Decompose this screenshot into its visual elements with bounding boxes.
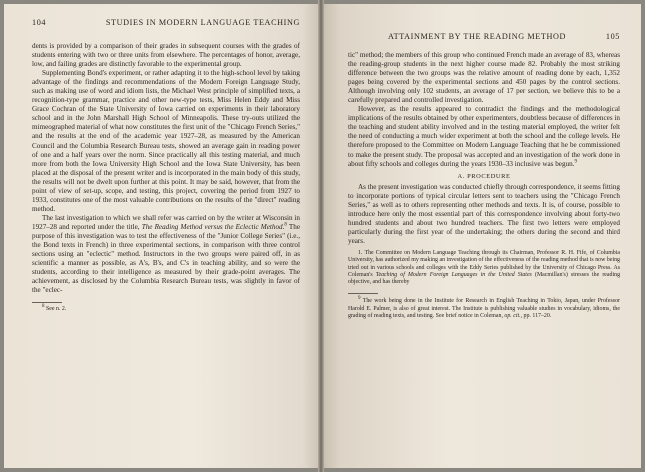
page-number: 104: [32, 18, 47, 27]
right-page: [324, 4, 641, 468]
footnote-text: The Committee on Modern Language Teaching through its Chairman, Professor R. H. Fife, of Columbia University, has authorized my making an investigation of the effectiveness of the reading method that is now being tried out in various schools and colleges with the Eddy Series published by the University of Chicago Press. As Coleman's: [348, 249, 621, 278]
page-number: 105: [605, 32, 620, 41]
footnote-text: See n. 2.: [45, 306, 67, 313]
running-head: ATTAINMENT BY THE READING METHOD: [388, 32, 567, 41]
left-page-header: [32, 18, 300, 27]
italic-title: Teaching of Modern Foreign Languages in the United States: [375, 271, 532, 278]
paragraph-text: The purpose of this investigation was to test the effectiveness of the "Junior College Series" (i.e., the Bond texts in French) in three experimental sections, in comparison with three control sections using an "eclectic" method. Instructors in the two groups were paired off, in as scientific a manner as possible, as A's, B's, and C's in teaching ability, and so were the students, according to their intelligence as measured by their grade-point averages. The achievement, as disclosed by the Columbia Research Bureau tests, was slightly in favor of the "eclec-: [32, 222, 300, 295]
footnote-mark: 9: [358, 296, 361, 302]
footnote-text: , pp. 117–20.: [520, 313, 552, 320]
section-heading: A. PROCEDURE: [457, 172, 511, 180]
footnote-text: The work being done in the Institute for Research in English Teaching in Tokio, Japan, under Professor Harold E. Palmer, is also of great interest. The Institute is publishing valuable studies in vocabulary, idioms, the grading of reading texts, and testing. See brief notice in Coleman,: [348, 298, 620, 320]
paragraph: dents is provided by a comparison of their grades in subsequent courses with the grades of students entering with two or three units from elsewhere. The percentages of honor, average, low, and failing grades are distinctly favorable to the experimental group.: [32, 42, 300, 69]
footnote-number: 1.: [358, 249, 363, 256]
footnote-mark: 9: [574, 159, 577, 165]
paragraph-text: However, as the results appeared to contradict the findings and the methodological implications of the results obtained by other experimenters, doubtless because of differences in the teaching and student ability involved and in the testing material employed, the writer felt the need of conducting a much wider experiment at both the school and the college levels. He therefore proposed to the Committee on Modern Language Teaching that he be commissioned to make the present study. The proposal was accepted and an investigation of the work done in about fifty schools and colleges during the years 1930–33 inclusive was begun.: [348, 105, 620, 168]
footnote-rule: [32, 302, 62, 303]
left-page: [4, 4, 318, 468]
footnote: [348, 298, 620, 320]
paragraph-text: The last investigation to which we shall refer was carried on by the writer at Wisconsin in 1927–28 and reported under the title,: [32, 213, 300, 231]
footnote-rule: [348, 293, 378, 294]
right-page-body: [348, 51, 620, 320]
paragraph: Supplementing Bond's experiment, or rather adapting it to the high-school level by taking advantage of the findings and recommendations of the Modern Foreign Language Study, such as making use of word and idiom lists, the Michael West principle of simplified texts, a recognition-type grammar, practice and other new-type tests, Miss Helen Eddy and Miss Grace Cochran of the State University of Iowa carried on experiments in their laboratory school and in the John Marshall High School of Minneapolis. These try-outs utilized the mimeographed material of what now constitutes the first unit of the "Chicago French Series," and the results at the end of the academic year 1927–28, as measured by the American Council and the Columbia Research Bureau tests, showed an average gain in reading power of one and a half years over the norm. Since practically all this testing material, and much more from both the Iowa University High School and the Iowa State University, has been placed at the disposal of the present writer and is incorporated in the main body of this study, the results will not be dwelt upon further at this point. It may be said, however, that from the point of view of set-up, scope, and testing, this project, covering the period from 1927 to 1933, constitutes one of the most valuable contributions on the results of the "direct" reading method.: [32, 69, 300, 213]
paragraph: As the present investigation was conducted chiefly through correspondence, it seems fitting to incorporate portions of typical circular letters sent to teachers using the "Chicago French Series," as well as to others representing other methods and texts. It is, of course, possible to introduce here only the most essential part of this correspondence involving about forty-two hundred students and about two hundred teachers. The first two letters were employed particularly during the first year of the undertaking; the others during the second and third years.: [348, 182, 620, 245]
left-page-body: [32, 42, 300, 314]
footnote: $^8$ See n. 2.: [42, 304, 67, 313]
italic-citation: op. cit.: [504, 313, 521, 320]
right-page-header: [352, 32, 620, 41]
footnote-mark: 8: [284, 222, 287, 228]
paragraph: The last investigation to which we shall refer was carried on by the writer at Wisconsin in 1927–28 and reported under the title, The Reading Method versus the Eclectic Method.$^8$ The purpose of this investigation was to test the effectiveness of the "Junior College Series" (i.e., the Bond texts in French) in three experimental sections, in comparison with three control sections using an "eclectic" method. Instructors in the two groups were paired off, in as scientific a manner as possible, as A's, B's, and C's in teaching ability, and so were the students, according to their intelligence as measured by their grade-point averages. The achievement, as disclosed by the Columbia Research Bureau tests, was slightly in favor of the "eclec-: [32, 213, 300, 295]
paragraph: tic" method; the members of this group who continued French made an average of 83, whereas the reading-group students in the next higher course made 82. Probably the most striking difference between the two groups was the relative amount of reading done by each, 1,352 pages being covered by the experimental sections and 450 pages by the control sections. Although involving only 102 students, an average of 17 per section, we believe this to be a carefully prepared and controlled investigation.: [348, 51, 620, 105]
paragraph: [348, 105, 620, 168]
footnote-text: (Macmillan's) stresses the reading objective, and has thereby: [348, 271, 621, 286]
footnote: [348, 250, 620, 286]
running-head: STUDIES IN MODERN LANGUAGE TEACHING: [105, 18, 300, 27]
italic-title: The Reading Method versus the Eclectic Method: [141, 222, 283, 231]
